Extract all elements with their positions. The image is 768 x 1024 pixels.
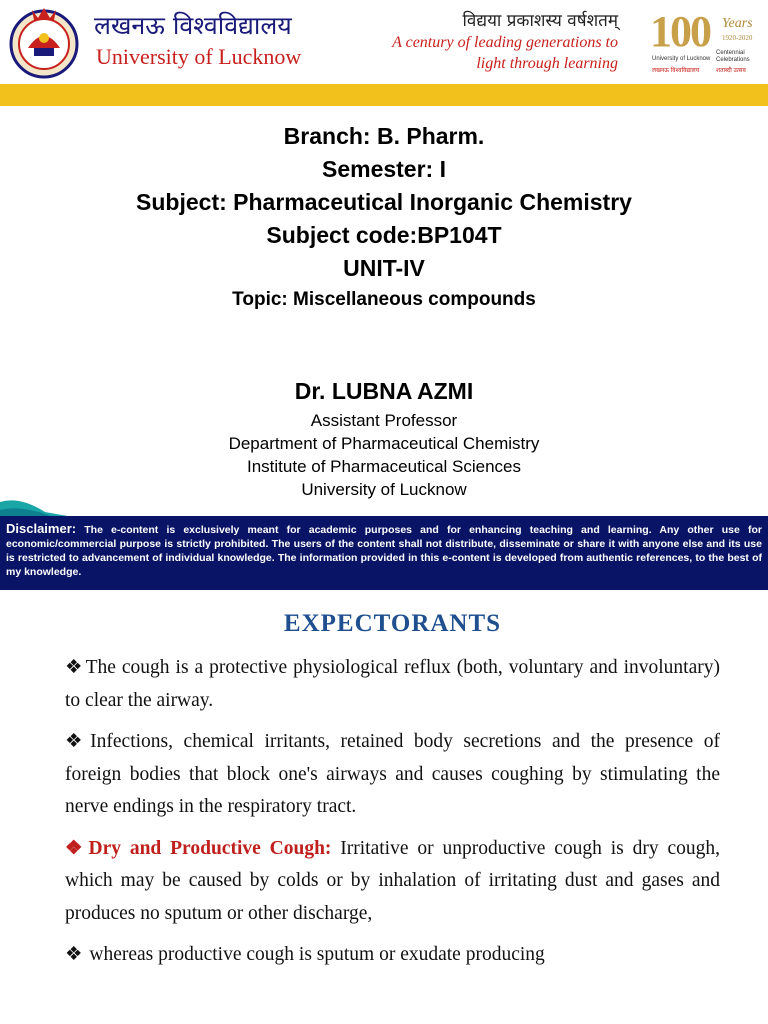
- author-institute: Institute of Pharmaceutical Sciences: [246, 457, 522, 476]
- paragraph-text: Infections, chemical irritants, retained body secretions and the presence of foreign bodies that block one's airways and causes coughing by stimulating the nerve endings in the respiratory tract.: [65, 731, 721, 817]
- university-emblem-icon: [8, 4, 80, 80]
- topic-line: Topic: Miscellaneous compounds: [232, 289, 536, 310]
- paragraph-text: whereas productive cough is sputum or exudate producing: [84, 944, 545, 965]
- centenary-caption-hindi-left: लखनऊ विश्वविद्यालय: [652, 68, 700, 74]
- centenary-caption-left: University of Lucknow: [652, 56, 711, 62]
- disclaimer-label: Disclaimer:: [6, 521, 77, 536]
- centenary-logo: [650, 6, 764, 80]
- disclaimer-text: The e-content is exclusively meant for academic purposes and for enhancing teaching and learning. Any other use for economic/commercial purpose is strictly prohibited. The users of the content shall not distribute, disseminate or share it with anyone else and its use is restricted to advancement of individual knowledge. The information provided in this e-content is developed from authentic references, to the best of my knowledge.: [6, 524, 762, 578]
- centenary-years: Years: [722, 16, 753, 31]
- centenary-range: 1920-2020: [722, 34, 753, 42]
- semester-line: Semester: I: [321, 156, 446, 182]
- paragraph-cough-definition: [65, 652, 720, 717]
- paragraph-productive-cough: [65, 939, 720, 972]
- author-designation: Assistant Professor: [310, 411, 458, 430]
- course-info: [0, 120, 768, 315]
- diamond-bullet-icon: ❖: [65, 731, 89, 752]
- author-department: Department of Pharmaceutical Chemistry: [228, 434, 540, 453]
- author-university: University of Lucknow: [301, 480, 467, 499]
- university-name-hindi: लखनऊ विश्वविद्यालय: [94, 11, 292, 40]
- centenary-caption-right: Centennial Celebrations: [716, 50, 750, 63]
- paragraph-text: The cough is a protective physiological reflux (both, voluntary and involuntary) to clear the airway.: [65, 657, 720, 711]
- motto-line-2: light through learning: [476, 55, 618, 72]
- dry-productive-label: Dry and Productive Cough:: [88, 837, 332, 859]
- subject-line: Subject: Pharmaceutical Inorganic Chemistry: [136, 189, 632, 215]
- paragraph-cough-causes: [65, 726, 720, 824]
- diamond-bullet-icon: ❖: [65, 944, 83, 965]
- section-heading: EXPECTORANTS: [283, 610, 502, 637]
- disclaimer-box: [0, 516, 768, 590]
- subject-code-line: Subject code:BP104T: [266, 222, 502, 248]
- diamond-bullet-icon: ❖: [65, 837, 87, 859]
- university-header: [0, 0, 768, 84]
- university-name-english: University of Lucknow: [96, 44, 302, 69]
- unit-line: UNIT-IV: [343, 255, 425, 281]
- branch-line: Branch: B. Pharm.: [283, 123, 485, 149]
- main-content: [65, 610, 720, 981]
- author-name: Dr. LUBNA AZMI: [294, 378, 474, 404]
- paragraph-text: Irritative or unproductive cough is dry cough, which may be caused by colds or by inhalation of irritating dust and gases and produces no sputum or other discharge,: [65, 837, 721, 924]
- centenary-number: 100: [650, 7, 710, 56]
- motto-hindi: विद्यया प्रकाशस्य वर्षशतम्: [462, 11, 618, 31]
- header-yellow-bar: [0, 84, 768, 106]
- motto-line-1: A century of leading generations to: [392, 34, 618, 51]
- diamond-bullet-icon: ❖: [65, 657, 84, 678]
- paragraph-dry-productive: [65, 833, 720, 931]
- centenary-caption-hindi-right: शताब्दी उत्सव: [716, 68, 746, 74]
